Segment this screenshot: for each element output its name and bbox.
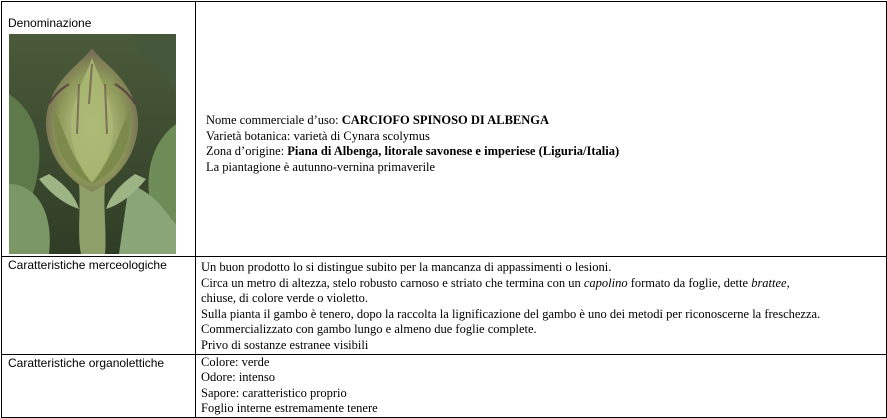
denominazione-label: Denominazione [8, 16, 92, 30]
product-description [201, 113, 619, 175]
variety-line: Varietà botanica: varietà di Cynara scolymus [206, 128, 430, 143]
product-spec-table [1, 1, 887, 418]
row-organolettiche [2, 354, 887, 417]
merceologiche-text-cell [196, 257, 887, 355]
merceologiche-text: Un buon prodotto lo si distingue subito per la mancanza di appassimenti o lesioni. Circa un metro di altezza, stelo robusto carnoso e striato che termina con un capolino formato da foglie, dette brattee, chiuse, di colore verde o violetto. Sulla pianta il gambo è tenero, dopo la raccolta la lignificazione del gambo è uno dei metodi per riconoscerne la freschezza. Commercializzato con gambo lungo e almeno due foglie complete. Privo di sostanze estranee visibili [201, 260, 821, 352]
merceologiche-label: Caratteristiche merceologiche [8, 258, 167, 272]
description-cell [196, 2, 887, 257]
merceologiche-label-cell [2, 257, 196, 355]
row-merceologiche [2, 257, 887, 355]
origin-line: Zona d’origine: Piana di Albenga, litorale savonese e imperiese (Liguria/Italia) [206, 144, 620, 159]
origin-value: Piana di Albenga, litorale savonese e imperiese (Liguria/Italia) [287, 144, 620, 159]
organolettiche-text-cell [196, 354, 887, 417]
odore-line: Odore: intenso [201, 370, 275, 385]
foglie-line: Foglio interne estremamente tenere [201, 401, 378, 416]
organolettiche-label-cell [2, 354, 196, 417]
artichoke-photo [9, 34, 176, 254]
colore-line: Colore: verde [201, 354, 270, 369]
sapore-line: Sapore: caratteristico proprio [201, 385, 347, 400]
organolettiche-text [196, 355, 886, 417]
season-line: La piantagione è autunno-vernina primaverile [206, 159, 436, 174]
row-denominazione [2, 2, 887, 257]
organolettiche-label: Caratteristiche organolettiche [8, 355, 165, 370]
commercial-name-line: Nome commerciale d’uso: CARCIOFO SPINOSO DI ALBENGA [206, 113, 550, 127]
denominazione-cell [2, 2, 196, 257]
commercial-name-value: CARCIOFO SPINOSO DI ALBENGA [341, 113, 550, 127]
